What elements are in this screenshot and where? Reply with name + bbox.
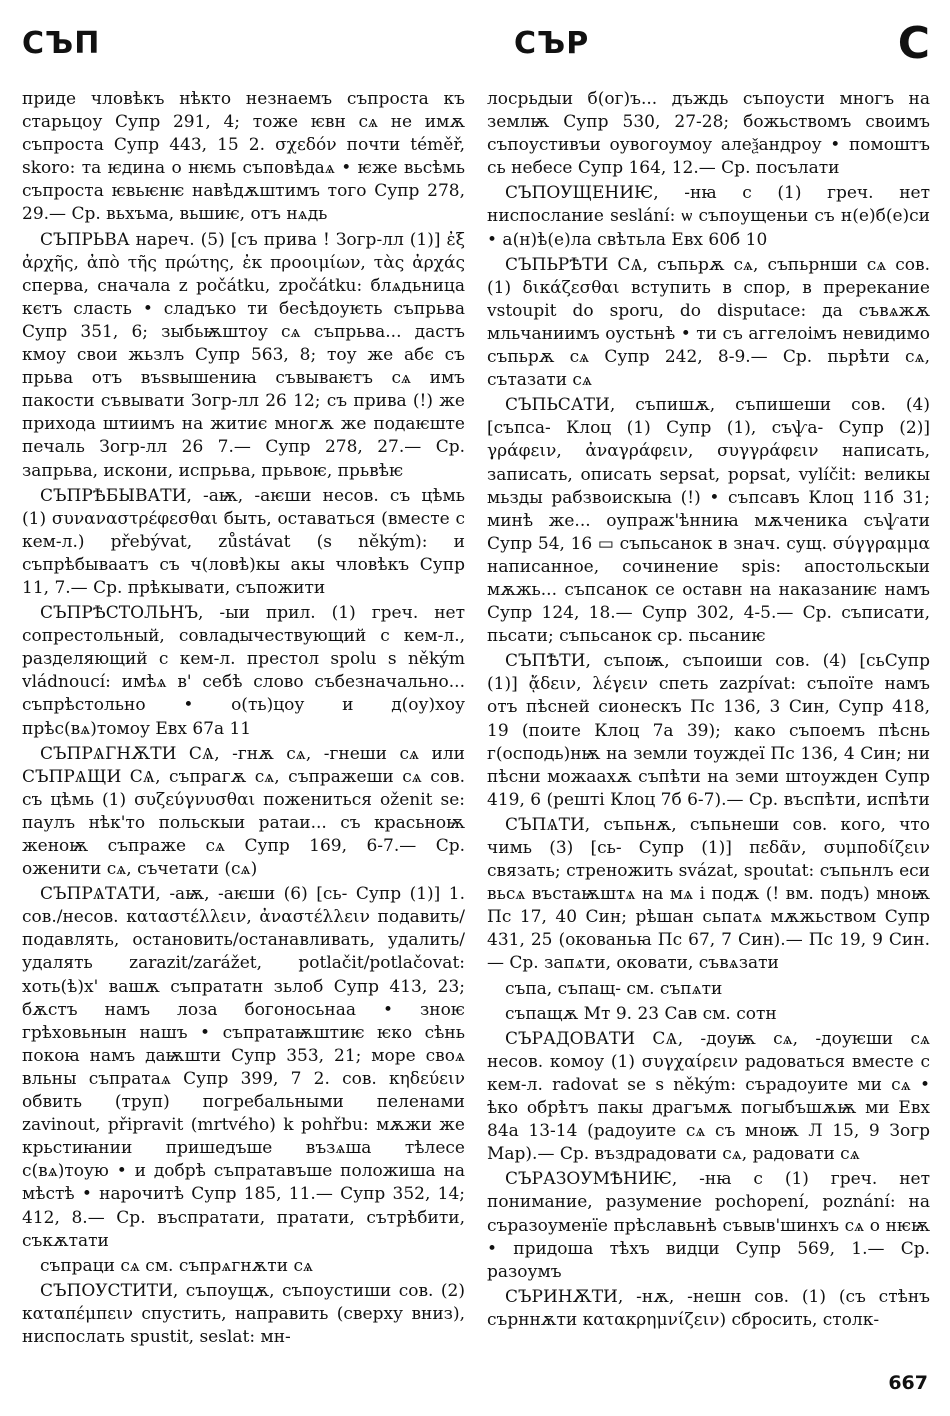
- entry-sapsati: СЪПЬСАТИ, съпишѫ, съпишеши сов. (4) [съпса- Клоц (1) Супр (1), съѱа- Супр (2)] γράφειν, ἀναγράφειν, συγγράφειν написать, записать, описать sepsat, popsat, vylíčit: великы мьзды рабзвоискыꙗ (!) • съпсавъ Клоц 11б 31; минѣ же... оупраж'ѣнниꙗ мѫченика съѱати Супр 54, 16 ▭ съпьсанок в знач. сущ. σύγγραμμα написанное, сочинение spis: апостольскыи мѫжь... съпсанок се оставн на наказаниѥ намъ Супр 124, 18.— Супр 302, 4-5.— Ср. съписати, пьсати; съпьсанок ср. пьсаниѥ: [487, 395, 930, 647]
- entry-cross-reference: съпа, съпащ- см. съпѧти: [505, 978, 723, 999]
- entry-saprati-sa: СЪПЬРѢТИ СѦ, съпьрѫ сѧ, съпьрнши сѧ сов. (1) δικάζεσθαι вступить в спор, в пререкание vstoupit do sporu, do disputace: да съвѧжѫ мльчаниимъ оустьнѣ • ти съ аггелоімъ невидимо съпьрѫ сѧ Супр 242, 8-9.— Ср. пьрѣти сѧ, сътазати сѧ: [487, 254, 930, 391]
- entry-saprestolan: СЪПРѢСТОЛЬНЪ, -ыи прил. (1) греч. нет сопрестольный, совладычествующий с кем-л., разделяющий с кем-л. престол spolu s někým vládnoucí: имѣѧ в' себѣ слово събезначально... съпрѣстольно • о(ть)цоу и д(оу)хоу прѣс(вѧ)томоу Евх 67а 11: [22, 603, 465, 739]
- left-column: [22, 88, 465, 1368]
- entry-sapeti: СЪПѢТИ, съпоѭ, съпоиши сов. (4) [сьСупр (1)] ᾄδειν, λέγειν спеть zazpívat: съпоїте намъ отъ пѣсней сионескъ Пс 136, 3 Син, Супр 418, 19 (поите Клоц 7а 39); како съпоемъ пѣснь г(осподь)нѭ на земли тоуждеї Пс 136, 4 Син; ни пѣсни можаахѫ съпѣти на земи штоужден Супр 419, 6 (решті Клоц 7б 6-7).— Ср. въспѣти, испѣти: [487, 651, 930, 810]
- page-number: 667: [888, 1372, 928, 1394]
- entry-saradovati-sa: СЪРАДОВАТИ СѦ, -доуѭ сѧ, -доуѥши сѧ несов. комоу (1) συγχαίρειν радоваться вместе с кем-л. radovat se s někým: сърадоуите ми сѧ • ѣко обрѣтъ пакы драгъмѫ погыбъшѫѭ ми Евх 84а 13-14 (радоуите сѧ съ мноѭ Л 15, 9 Зогр Мар).— Ср. въздрадовати сѧ, радовати сѧ: [487, 1028, 930, 1165]
- header-center-word: СЪР: [514, 26, 590, 61]
- running-head: [22, 18, 930, 78]
- entry-sapeti-bind: СЪПѦТИ, съпьнѫ, съпьнеши сов. кого, что чимь (3) [сь- Супр (1)] πεδᾶν, συμποδίζειν связать; стреножить svázat, spoutat: съпьнлъ еси вьсѧ въстаѭштѧ на мѧ і подѫ (! вм. подъ) мноѭ Пс 17, 40 Син; рѣшан сьпатѧ мѫжьством Супр 431, 25 (окованьꙗ Пс 67, 7 Син).— Пс 19, 9 Син.— Ср. запѧти, оковати, съвѧзати: [487, 814, 930, 974]
- entry-saprebyvati: СЪПРѢБЫВАТИ, -аѭ, -аѥши несов. съ цѣмь (1) συναναστρέφεσθαι быть, оставаться (вместе с кем-л.) přebývat, zůstávat (s někým): и съпрѣбываатъ съ ч(ловѣ)кы акы чловѣкъ Супр 11, 7.— Ср. прѣкывати, съпожити: [22, 485, 465, 598]
- entry-sarinati: СЪРИНѪТИ, -нѫ, -нешн сов. (1) (съ стѣнъ сърннѫти κατακρημνίζειν) сбросить, столк-: [487, 1286, 930, 1330]
- header-left-word: СЪП: [22, 26, 101, 61]
- entry-sarazumenie: СЪРАЗОУМѢНИѤ, -нꙗ с (1) греч. нет понимание, разумение pochopení, poznání: на съразоуменїе прѣславьнѣ съвыв'шинхъ сѧ о нѥѭ • придоша тѣхъ видци Супр 569, 1.— Ср. разоумъ: [487, 1169, 930, 1282]
- entry-saprava: СЪПРЬВА нареч. (5) [съ прива ! Зогр-лл (1)] ἐξ ἀρχῆς, ἀπὸ τῆς πρώτης, ἐκ προοιμίων, τὰς ἀρχάς сперва, сначала z počátku, zpočátku: блѧдьница кєтъ сласть • сладъко ти бесѣдоуѥть съпрьва Супр 351, 6; зыбьѭштоу сѧ съпрьва... дастъ кмоу свои жьзлъ Супр 563, 8; тоу же абє съ прьва отъ въѕвышениꙗ съвываѥтъ сѧ имъ пакости съвывати Зогр-лл 26 12; съ прива (!) же прихода штиимъ на житиє многѫ же подаѥште печаль Зогр-лл 26 7.— Супр 278, 27.— Ср. запрьва, искони, испрьва, прьвоѥ, прьвѣѥ: [22, 229, 465, 481]
- entry-sapustiti: СЪПОУСТИТИ, съпоущѫ, съпоустиши сов. (2) καταπέμπειν спустить, направить (сверху вниз), ниспослать spustit, seslat: мн-: [22, 1280, 465, 1347]
- entry-sapratati: СЪПРѦТАТИ, -аѭ, -аѥши (6) [сь- Супр (1)] 1. сов./несов. καταστέλλειν, ἀναστέλλειν подавить/подавлять, остановить/останавливать, удалить/удалять zarazit/zarážet, potlačit/potlačovat: хоть(ѣ)х' вашѫ съпрататн зьлоб Супр 413, 23; бѫстъ намъ лоза богоносьнаа • зноѥ грѣховьнын нашъ • съпратаѭштиѥ ѥко сѣнь покоꙗ намъ даѭшти Супр 353, 21; море своѧ вльны съпратаѧ Супр 399, 7 2. сов. κηδεύειν обвить (труп) погребальными пеленами zavinout, připravit (mrtvého) k pohřbu: мѫжи же крьстиꙗнии пришедъше възѧша тѣлесе с(вѧ)тоую • и добрѣ съпратавъше положиша на мѣстѣ • нарочитѣ Супр 185, 11.— Супр 352, 14; 412, 8.— Ср. въспратати, пратати, сътрѣбити, съкѫтати: [22, 884, 465, 1251]
- entry-continuation: лосрьдыи б(ог)ъ... дъждь съпоусти многъ на землѭ Супр 530, 27-28; божьствомъ своимъ съпоустивъи оувогоумоу алеѯандроу • помоштъ сь небесе Супр 164, 12.— Ср. посълати: [487, 89, 930, 179]
- section-letter: С: [897, 18, 930, 69]
- entry-cross-reference: съпраци сѧ см. съпрѧгнѫти сѧ: [40, 1255, 313, 1276]
- entry-continuation: приде чловѣкъ нѣкто незнаемъ съпроста къ старьцоу Супр 291, 4; тоже ѥвн сѧ не имѫ съпроста Супр 443, 15 2. σχεδόν почти téměř, skoro: та ѥдина о нѥмь съповѣдаѧ • ѥже вьсѣмь съпроста ѥвьѥнѥ навѣдѫштимъ того Супр 278, 29.— Ср. вьхъма, вьшиѥ, отъ нѧдь: [22, 89, 465, 225]
- right-column: [487, 88, 930, 1368]
- entry-sapushtenie: СЪПОУЩЕНИѤ, -нꙗ с (1) греч. нет ниспослание seslání: ѡ съпоущеньи съ н(е)б(е)си • а(н)ѣ(е)ла свѣтьла Евх 60б 10: [487, 183, 930, 250]
- entry-cross-reference: съпащѫ Мт 9. 23 Сав см. сотн: [505, 1003, 777, 1024]
- entry-sapregnati-sa: СЪПРѦГНѪТИ СѦ, -гнѫ сѧ, -гнеши сѧ или СЪПРѦЩИ СѦ, съпрагѫ сѧ, съпражеши сѧ сов. съ цѣмь (1) συζεύγνυσθαι пожениться oženit se: паулъ нѣк'то польскыи ратаи... съ красьноѭ женоѭ съпраже сѧ Супр 169, 6-7.— Ср. оженити сѧ, съчетати (сѧ): [22, 743, 465, 880]
